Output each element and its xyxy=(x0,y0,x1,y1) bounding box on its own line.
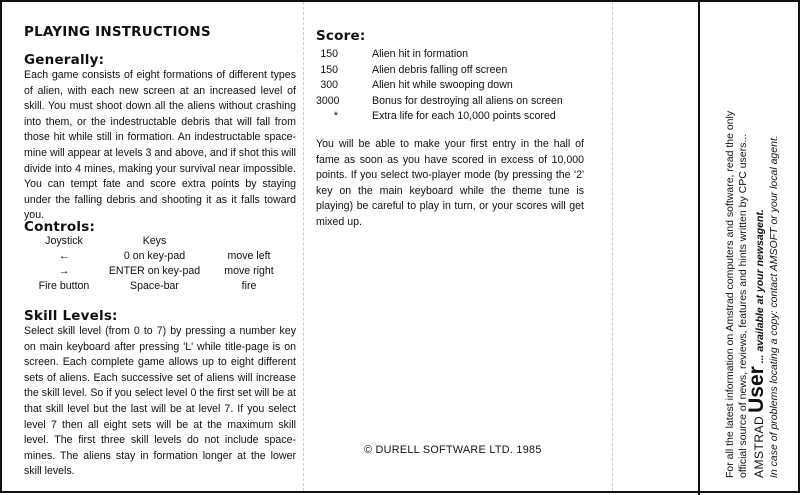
generally-text: Each game consists of eight formations of different types of alien, with each new screen at an increased level of skill. You must shoot down all the aliens without crashing into them, or the indestructable debris that will fall from those hit while still in formation. An indestructable space-mine will appear at levels 3 and above, and if shot this will divide into 4 mines, making your survival near impossible. You can tempt fate and score extra points by staying under the falling debris and shooting it as it falls toward you. xyxy=(24,69,296,222)
controls-row xyxy=(24,280,296,295)
score-desc: Alien hit in formation xyxy=(372,48,468,60)
joystick-fire: Fire button xyxy=(38,280,90,292)
score-desc: Alien debris falling off screen xyxy=(372,63,508,76)
score-desc: Alien hit while swooping down xyxy=(372,79,513,91)
generally-heading: Generally: xyxy=(24,52,105,68)
score-row xyxy=(316,64,586,80)
ad-available: ... available at your newsagent. xyxy=(754,209,766,364)
section-controls xyxy=(24,219,296,295)
score-points: 300 xyxy=(320,79,338,91)
ad-text-rotated xyxy=(724,18,780,478)
amstrad-user-ad xyxy=(698,2,800,495)
controls-row xyxy=(24,250,296,265)
action-fire: fire xyxy=(241,280,257,292)
score-row xyxy=(316,48,586,64)
score-desc: Bonus for destroying all aliens on screen xyxy=(372,94,563,107)
joystick-left: ← xyxy=(58,250,70,262)
score-heading: Score: xyxy=(316,28,366,44)
ad-line-1: For all the latest information on Amstrad computers and software, read the only xyxy=(724,110,736,478)
score-points: 3000 xyxy=(316,94,340,107)
section-score xyxy=(316,28,586,126)
skill-heading: Skill Levels: xyxy=(24,308,118,324)
key-left: 0 on key-pad xyxy=(123,250,186,262)
action-right: move right xyxy=(224,265,274,277)
score-points: * xyxy=(333,110,338,122)
joystick-right: → xyxy=(58,265,70,277)
controls-row xyxy=(24,265,296,280)
column-keys: Keys xyxy=(142,235,167,247)
score-text: You will be able to make your first entry in the hall of fame as soon as you have scored in excess of 10,000 points. If you select two-player mode (by pressing the '2' key on the main keyboard while the theme tune is playing) be careful to play in turn, or your scores will get mixed up. xyxy=(316,138,584,228)
column-joystick: Joystick xyxy=(45,235,83,247)
score-desc: Extra life for each 10,000 points scored xyxy=(372,110,556,122)
page-title: PLAYING INSTRUCTIONS xyxy=(24,24,211,40)
controls-header-row xyxy=(24,235,296,250)
fold-line-left xyxy=(303,2,304,491)
user-magazine-logo: User xyxy=(745,366,768,413)
score-row xyxy=(316,95,586,111)
fold-line-right xyxy=(612,2,613,491)
amstrad-logo: AMSTRAD xyxy=(752,415,766,478)
section-skill-levels xyxy=(24,308,296,480)
skill-text: Select skill level (from 0 to 7) by pressing a number key on main keyboard after pressing 'L' while title-page is on screen. Each complete game allows up to eight different sets of aliens. Each successive set of aliens will increase the skill level. So if you select level 0 the first set will be at that skill level but the last will be at level 7. If you select level 7 then all eight sets will be at the maximum skill level. The first three skill levels do not include space-mines. The aliens stay in formation longer at the lower skill levels. xyxy=(24,325,296,478)
controls-heading: Controls: xyxy=(24,219,96,235)
section-generally xyxy=(24,52,296,224)
key-fire: Space-bar xyxy=(130,280,179,292)
ad-brand-line xyxy=(745,18,768,478)
score-points: 150 xyxy=(320,48,338,60)
action-left: move left xyxy=(227,250,271,262)
copyright-notice: © DURELL SOFTWARE LTD. 1985 xyxy=(364,444,542,456)
key-right: ENTER on key-pad xyxy=(108,265,201,277)
score-points: 150 xyxy=(320,63,338,76)
score-row xyxy=(316,79,586,95)
score-row xyxy=(316,110,586,126)
ad-line-2: official source of news, reviews, features and hints written by CPC users... xyxy=(736,133,749,478)
ad-footer: In case of problems locating a copy: contact AMSOFT or your local agent. xyxy=(767,135,780,478)
